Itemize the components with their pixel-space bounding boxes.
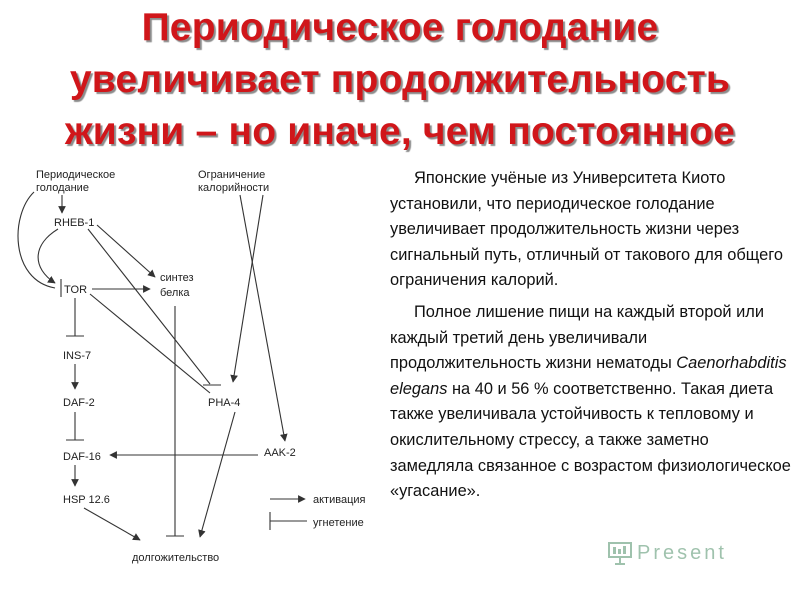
node-aak2: AAK-2 bbox=[264, 447, 296, 459]
node-tor: TOR bbox=[64, 284, 88, 296]
node-hsp126: HSP 12.6 bbox=[63, 494, 110, 506]
species-name: Caenorhabditis elegans bbox=[390, 354, 787, 398]
node-daf2: DAF-2 bbox=[63, 397, 95, 409]
title-line-2: увеличивает продолжительность bbox=[69, 58, 731, 101]
edge-cr-aak2 bbox=[240, 195, 285, 441]
watermark bbox=[607, 540, 767, 568]
node-rheb1: RHEB-1 bbox=[54, 217, 95, 229]
signaling-pathway-diagram bbox=[0, 150, 400, 590]
slide-title bbox=[0, 2, 800, 158]
paragraph-2-start: Полное лишение пищи на каждый второй или каждый третий день увеличивали продолжительность жизни нематоды bbox=[390, 302, 765, 373]
node-protein-synthesis-2: белка bbox=[160, 287, 190, 299]
legend-inhibition-label: угнетение bbox=[313, 517, 364, 529]
label-intermittent-fasting-1: Периодическое bbox=[36, 169, 116, 181]
paragraph-1: Японские учёные из Университета Киото установили, что периодическое голодание увеличивает продолжительность жизни через сигнальный путь, отличный от такового для общего ограничения калорий. bbox=[390, 169, 783, 290]
description-text bbox=[390, 166, 792, 511]
edge-pha4-longevity bbox=[200, 412, 235, 537]
paragraph-2 bbox=[390, 300, 792, 505]
title-line-3: жизни – но иначе, чем постоянное bbox=[64, 110, 736, 153]
node-pha4: PHA-4 bbox=[208, 397, 241, 409]
edge-rheb1-tor bbox=[38, 229, 58, 283]
watermark-text: Present bbox=[637, 542, 727, 564]
label-caloric-restriction-2: калорийности bbox=[198, 182, 270, 194]
legend-activation-label: активация bbox=[313, 494, 366, 506]
title-line-1: Периодическое голодание bbox=[141, 6, 659, 49]
node-longevity: долгожительство bbox=[132, 552, 220, 564]
edge-cr-pha4 bbox=[233, 195, 263, 382]
label-intermittent-fasting-2: голодание bbox=[36, 182, 89, 194]
edge-hsp-longevity bbox=[84, 508, 140, 540]
edge-tor-pha4 bbox=[90, 294, 210, 393]
paragraph-2-end: на 40 и 56 % соответственно. Такая диета также увеличивала устойчивость к тепловому и окислительному стрессу, а также заметно замедляла связанное с возрастом физиологическое «угасание». bbox=[390, 379, 791, 501]
node-ins7: INS-7 bbox=[63, 350, 92, 362]
edge-rheb1-pha4 bbox=[88, 229, 210, 384]
label-caloric-restriction-1: Ограничение bbox=[198, 169, 266, 181]
edge-fasting-tor-inhibit bbox=[18, 192, 55, 288]
node-protein-synthesis-1: синтез bbox=[160, 272, 194, 284]
presentation-icon bbox=[607, 540, 633, 566]
node-daf16: DAF-16 bbox=[63, 451, 101, 463]
